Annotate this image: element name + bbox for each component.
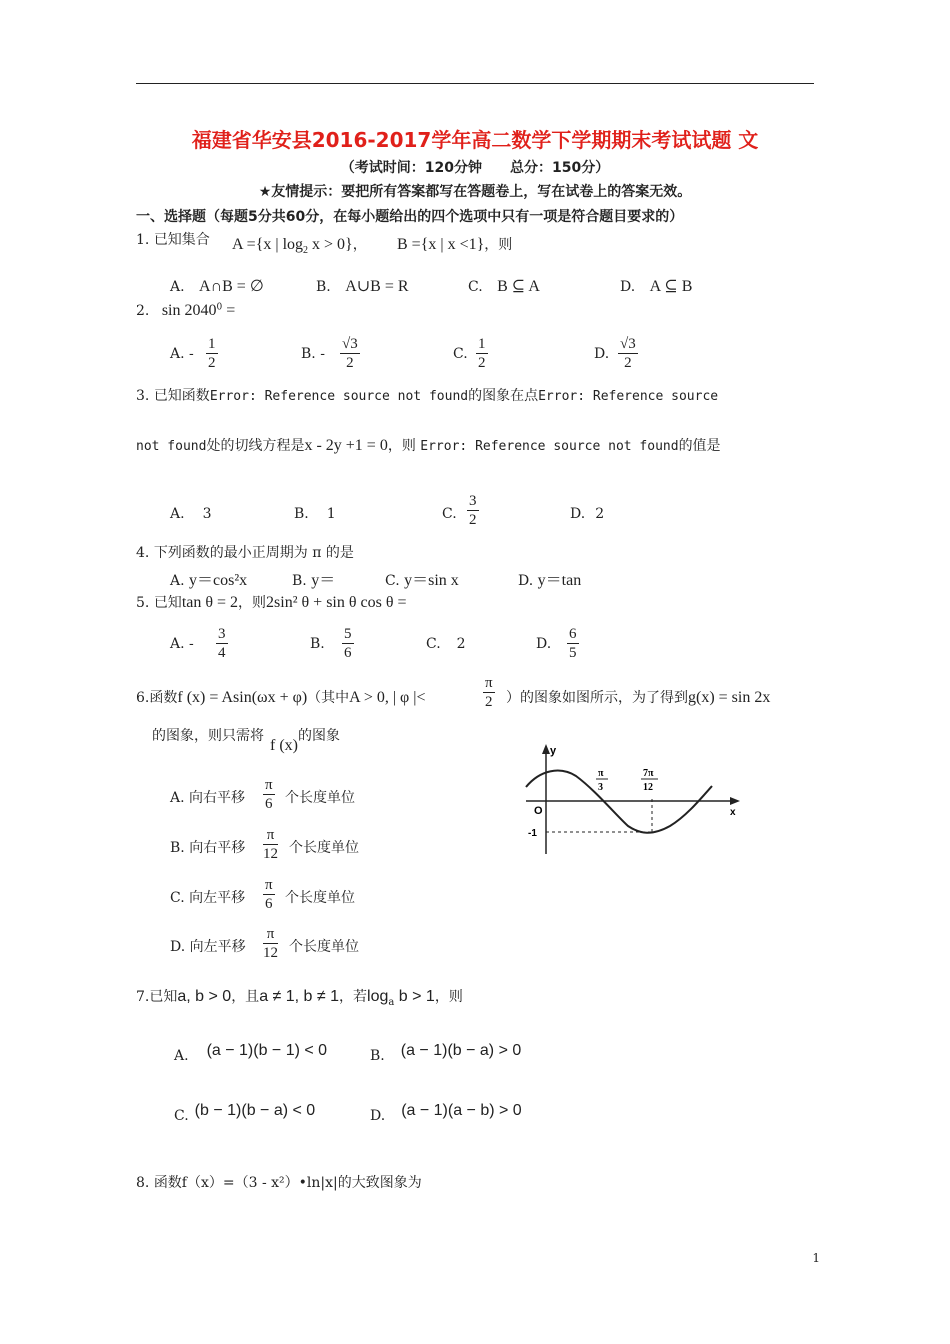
q2-option-d-label: D. bbox=[594, 346, 610, 362]
question-5: 5. 已知tan θ = 2，则2sin² θ + sin θ cos θ = bbox=[136, 594, 407, 611]
q5-option-b-label: B. bbox=[310, 636, 325, 652]
q1-option-c: C. B ⊆ A bbox=[468, 278, 540, 295]
q6-option-b: B. 向右平移 bbox=[170, 840, 246, 856]
q2-option-c-frac: $\frac{1}{2}$ bbox=[478, 336, 486, 371]
q1-option-b: B. A∪B = R bbox=[316, 278, 409, 295]
graph-origin-label: O bbox=[534, 805, 543, 817]
q5-option-d-frac: $\frac{6}{5}$ bbox=[569, 626, 577, 661]
q6-option-b-tail: 个长度单位 bbox=[289, 840, 359, 856]
q4-option-b: B. y＝ bbox=[292, 572, 336, 589]
graph-7pi-over-12-num: 7π bbox=[643, 768, 654, 779]
y-axis-arrow bbox=[542, 744, 550, 754]
q6-option-a-frac: $\frac{\pi}{6}$ bbox=[265, 777, 273, 812]
q2-option-b-frac: $\frac{√3}{2}$ bbox=[342, 336, 358, 371]
q7-option-b: B. (a − 1)(b − a) > 0 bbox=[370, 1042, 522, 1064]
question-7: 7.已知a, b > 0，且a ≠ 1, b ≠ 1，若$\log_a b > 1$，则 bbox=[136, 988, 463, 1008]
question-1: 1. 已知集合 bbox=[136, 232, 210, 248]
x-axis-arrow bbox=[730, 797, 740, 805]
graph-pi-over-3-den: 3 bbox=[598, 782, 603, 793]
q5-option-c: C. 2 bbox=[426, 636, 466, 652]
exam-title: 福建省华安县2016-2017学年高二数学下学期期末考试试题 文 bbox=[191, 128, 759, 152]
q6-option-b-frac: $\frac{\pi}{12}$ bbox=[263, 827, 278, 862]
q5-option-b-frac: $\frac{5}{6}$ bbox=[344, 626, 352, 661]
question-2: 2. $\sin 2040^0$ = bbox=[136, 302, 236, 319]
q3-option-b: B. 1 bbox=[294, 506, 336, 522]
q1-option-d: D. A ⊆ B bbox=[620, 278, 693, 295]
q6-option-d: D. 向左平移 bbox=[170, 939, 246, 955]
q5-option-a-label: A. - bbox=[170, 636, 194, 652]
top-rule bbox=[136, 83, 814, 84]
q5-option-d-label: D. bbox=[536, 636, 552, 652]
graph-x-label: x bbox=[730, 807, 736, 818]
q1-option-a: A. A∩B = ∅ bbox=[170, 278, 264, 295]
q6-option-a-tail: 个长度单位 bbox=[285, 790, 355, 806]
q1-set-b: B ={x | x <1}，则 bbox=[397, 236, 513, 253]
exam-tip: ★友情提示：要把所有答案都写在答题卷上，写在试卷上的答案无效。 bbox=[258, 184, 692, 200]
q3-option-a: A. 3 bbox=[170, 506, 212, 522]
question-8: 8. 函数f（x）=（3 - x²）•ln|x|的大致图象为 bbox=[136, 1175, 422, 1191]
q7-option-d: D. (a − 1)(a − b) > 0 bbox=[370, 1102, 522, 1124]
q2-option-b-label: B. - bbox=[301, 346, 325, 362]
q6-half-pi-frac: $\frac{\pi}{2}$ bbox=[485, 675, 493, 710]
q6-option-d-frac: $\frac{\pi}{12}$ bbox=[263, 926, 278, 961]
section-heading: 一、选择题（每题5分共60分，在每小题给出的四个选项中只有一项是符合题目要求的） bbox=[136, 209, 684, 225]
graph-pi-over-3-num: π bbox=[598, 768, 604, 779]
question-4: 4. 下列函数的最小正周期为 π 的是 bbox=[136, 545, 354, 561]
q2-option-a-label: A. - bbox=[170, 346, 194, 362]
q6-sine-graph bbox=[520, 742, 745, 857]
q6-option-c-frac: $\frac{\pi}{6}$ bbox=[265, 877, 273, 912]
q5-option-a-frac: $\frac{3}{4}$ bbox=[218, 626, 226, 661]
question-6-line-1-tail: ）的图象如图所示，为了得到g(x) = sin 2x bbox=[506, 689, 771, 706]
q6-option-c-tail: 个长度单位 bbox=[285, 890, 355, 906]
page-number: 1 bbox=[812, 1251, 820, 1265]
question-6-line-2: 的图象，则只需将f (x)的图象 bbox=[152, 728, 340, 754]
q3-option-c-label: C. bbox=[442, 506, 457, 522]
q6-option-d-tail: 个长度单位 bbox=[289, 939, 359, 955]
question-3-line-1: 3. 已知函数Error: Reference source not found的图象在点Error: Reference source bbox=[136, 388, 719, 404]
graph-7pi-over-12-den: 12 bbox=[643, 782, 653, 793]
q6-option-a: A. 向右平移 bbox=[170, 790, 246, 806]
graph-y-label: y bbox=[550, 745, 557, 757]
question-3-line-2: not found处的切线方程是x - 2y +1 = 0，则 Error: Reference source not found的值是 bbox=[136, 437, 721, 454]
q7-option-c: C. (b − 1)(b − a) < 0 bbox=[174, 1102, 316, 1124]
q1-set-a: A ={x | $\log_2 x > 0$}， bbox=[232, 236, 367, 257]
graph-minus-one-label: -1 bbox=[528, 828, 537, 839]
q2-option-a-frac: $\frac{1}{2}$ bbox=[208, 336, 216, 371]
q4-option-c: C. y＝sin x bbox=[385, 572, 459, 589]
question-6-line-1: 6.函数f (x) = Asin(ωx + φ)（其中A > 0, | φ |< bbox=[136, 689, 426, 706]
q6-option-c: C. 向左平移 bbox=[170, 890, 246, 906]
exam-subtitle: （考试时间：120分钟 总分：150分） bbox=[340, 160, 610, 176]
q2-option-c-label: C. bbox=[453, 346, 468, 362]
q4-option-a: A. y＝cos²x bbox=[170, 572, 248, 589]
q3-option-c-frac: $\frac{3}{2}$ bbox=[469, 493, 477, 528]
q4-option-d: D. y＝tan bbox=[518, 572, 582, 589]
q3-option-d: D. 2 bbox=[570, 506, 605, 522]
q2-option-d-frac: $\frac{√3}{2}$ bbox=[620, 336, 636, 371]
q7-option-a: A. (a − 1)(b − 1) < 0 bbox=[174, 1042, 328, 1064]
